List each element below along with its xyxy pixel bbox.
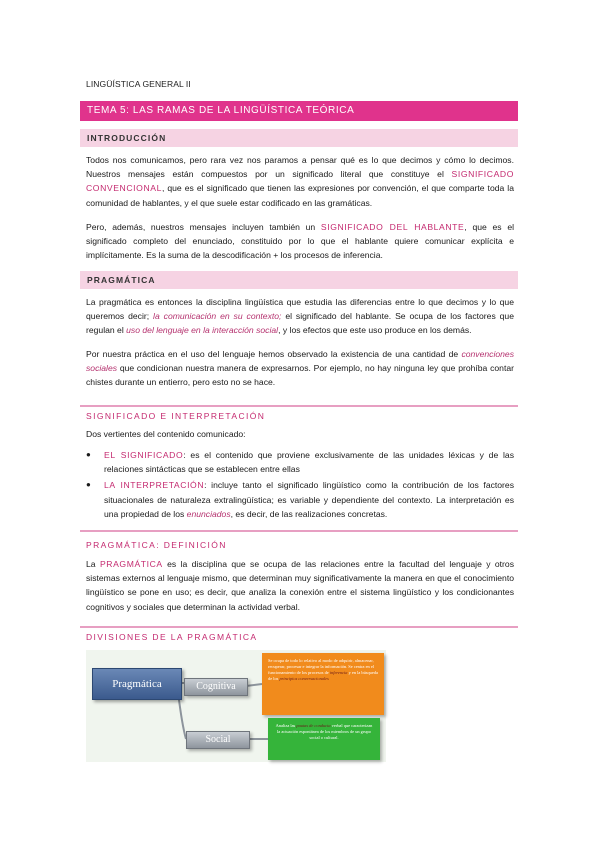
list-item: ● EL SIGNIFICADO: es el contenido que proviene exclusivamente de las unidades léxicas y de las relaciones sintácticas que se establecen entre ellas [86,450,515,475]
highlight-term: PRAGMÁTICA [99,559,163,569]
intro-paragraph-1: Todos nos comunicamos, pero rara vez nos paramos a pensar qué es lo que decimos y cómo lo decimos. Nuestros mensajes están compuestos por un significado literal que constituye el SIGNIFICADO CONVENCIONAL, que es el significado que tienen las expresiones por convención, el que comparte toda la comunidad de hablantes, y el que suele estar codificado en las gramáticas. [86,155,514,208]
diagram-node-cognitiva: Cognitiva [184,678,248,696]
list-item: ● LA INTERPRETACIÓN: incluye tanto el significado lingüístico como la contribución de los factores situacionales de naturaleza extralingüística; es variable y dependiente del contexto. La interpretación es una propiedad de los enunciados, es decir, de las realizaciones concretas. [86,480,515,519]
diagram-desc-cognitiva: Se ocupa de todo lo relativo al modo de adquirir, almacenar, recuperar, procesar e integrar la información. Se centra en el funcionamiento de los procesos de inferencia y en la búsqueda de los principios conversacionales [262,653,384,715]
bullet-icon: ● [86,450,91,459]
section-title-definicion: PRAGMÁTICA: DEFINICIÓN [86,540,227,550]
highlight-term: SIGNIFICADO DEL HABLANTE [320,222,465,232]
pragmatica-paragraph-2: Por nuestra práctica en el uso del lenguaje hemos observado la existencia de una cantidad de convenciones sociales que condicionan nuestra manera de expresarnos. Por ejemplo, no hay ninguna ley que prohíba contar chistes durante un entierro, pero esto no se hace. [86,349,514,388]
diagram-node-social: Social [186,731,250,749]
highlight-term: SIGNIFICADO CONVENCIONAL [86,169,514,194]
bullet-icon: ● [86,480,91,490]
intro-paragraph-2: Pero, además, nuestros mensajes incluyen también un SIGNIFICADO DEL HABLANTE, que es el significado completo del enunciado, constituido por lo que el hablante quiere comunicar explícita e implícitamente. Es la suma de la descodificación + los procesos de inferencia. [86,222,515,261]
section-title-divisiones: DIVISIONES DE LA PRAGMÁTICA [86,632,258,642]
diagram-desc-social: Analiza las pautas de conducta verbal que caracterizan la actuación espontánea de los miembros de un grupo social o cultural. [268,718,380,760]
section-title: INTRODUCCIÓN [87,133,167,143]
diagram-node-pragmatica: Pragmática [92,668,182,700]
section-title-significado: SIGNIFICADO E INTERPRETACIÓN [86,411,266,421]
course-title: LINGÜÍSTICA GENERAL II [86,79,191,89]
definicion-paragraph: La PRAGMÁTICA es la disciplina que se ocupa de las relaciones entre la facultad del lenguaje y otros sistemas externos al lenguaje mismo, que determinan muy significativamente la manera en que el conocimiento lingüístico se pone en uso; es decir, que analiza la conexión entre el sistema lingüístico y los condicionantes cognitivos y sociales que determinan la actividad verbal. [86,559,514,612]
topic-title: TEMA 5: LAS RAMAS DE LA LINGÜÍSTICA TEÓRICA [87,105,355,116]
section-title: PRAGMÁTICA [87,275,156,285]
pragmatica-paragraph-1: La pragmática es entonces la disciplina lingüística que estudia las diferencias entre lo que decimos y lo que queremos decir; la comunicación en su contexto; el significado del hablante. Se ocupa de los factores que regulan el uso del lenguaje en la interacción social, y los efectos que este uso produce en los demás. [86,297,514,336]
significado-lead: Dos vertientes del contenido comunicado: [86,429,246,439]
